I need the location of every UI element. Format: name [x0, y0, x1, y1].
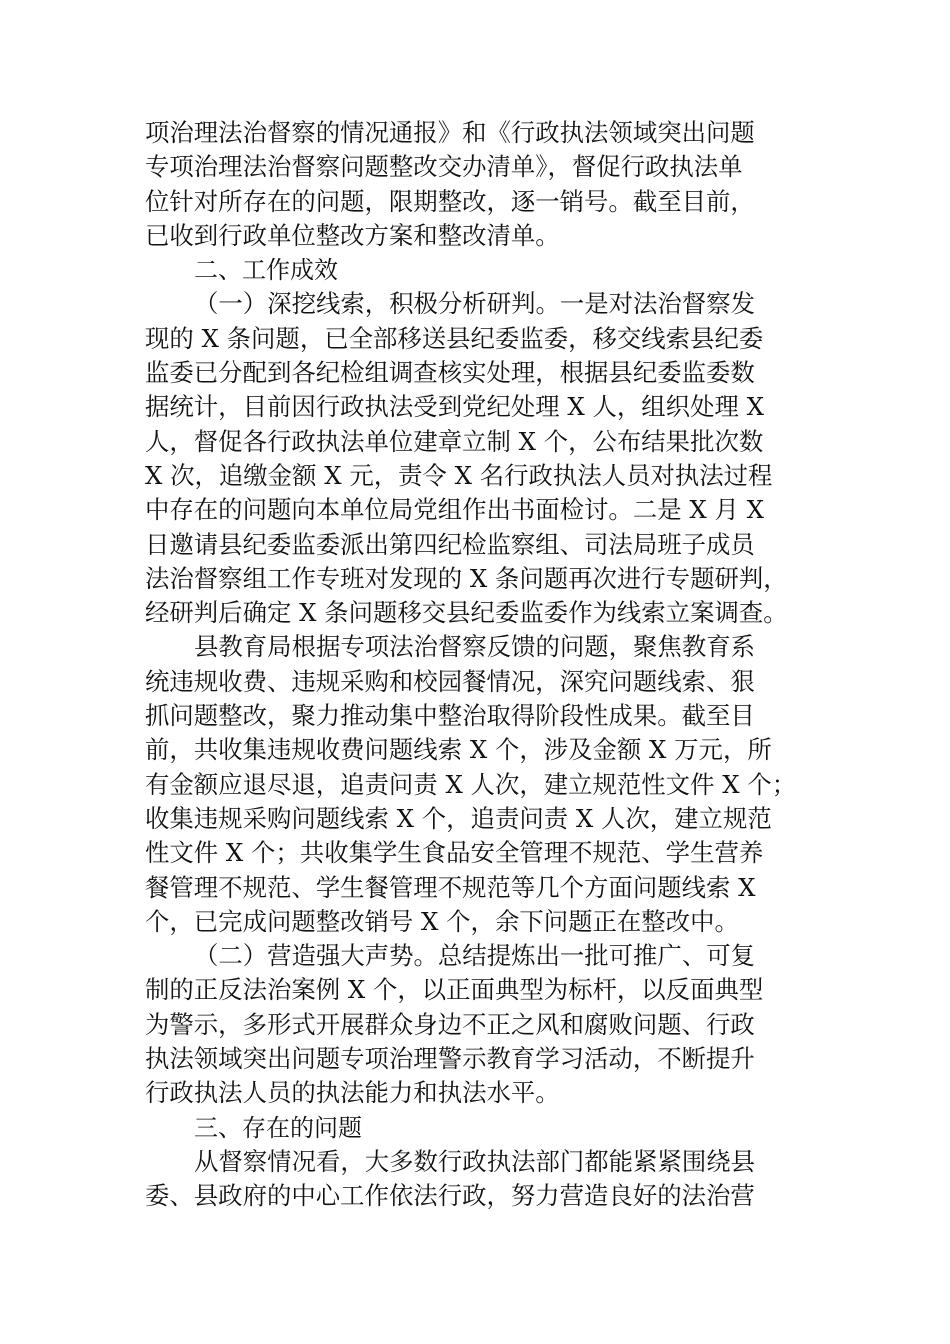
text-line: 法治督察组工作专班对发现的 X 条问题再次进行专题研判， [145, 563, 788, 593]
text-line: 性文件 X 个；共收集学生食品安全管理不规范、学生营养 [145, 838, 764, 868]
text-line: 经研判后确定 X 条问题移交县纪委监委作为线索立案调查。 [145, 598, 788, 628]
section-heading: 二、工作成效 [194, 256, 338, 285]
text-line: 为警示，多形式开展群众身边不正之风和腐败问题、行政 [145, 1009, 755, 1039]
text-line: （二）营造强大声势。总结提炼出一批可推广、可复 [194, 941, 755, 971]
text-line: 从督察情况看，大多数行政执法部门都能紧紧围绕县 [194, 1146, 755, 1176]
text-line: 日邀请县纪委监委派出第四纪检监察组、司法局班子成员 [145, 529, 755, 559]
text-line: 制的正反法治案例 X 个，以正面典型为标杆，以反面典型 [145, 975, 764, 1005]
text-line: 据统计，目前因行政执法受到党纪处理 X 人，组织处理 X [145, 392, 764, 422]
text-line: 人，督促各行政执法单位建章立制 X 个，公布结果批次数 [145, 426, 764, 456]
section-heading: 三、存在的问题 [194, 1113, 362, 1142]
text-line: 行政执法人员的执法能力和执法水平。 [145, 1078, 560, 1108]
text-line: 统违规收费、违规采购和校园餐情况，深究问题线索、狠 [145, 666, 755, 696]
text-line: 现的 X 条问题，已全部移送县纪委监委，移交线索县纪委 [145, 323, 764, 353]
text-line: 个，已完成问题整改销号 X 个，余下问题正在整改中。 [145, 906, 739, 936]
document-body [145, 116, 807, 1214]
text-line: （一）深挖线索，积极分析研判。一是对法治督察发 [194, 289, 755, 319]
text-line: 执法领域突出问题专项治理警示教育学习活动，不断提升 [145, 1044, 755, 1074]
text-line: X 次，追缴金额 X 元，责令 X 名行政执法人员对执法过程 [145, 460, 773, 490]
text-line: 位针对所存在的问题，限期整改，逐一销号。截至目前， [145, 186, 755, 216]
text-line: 前，共收集违规收费问题线索 X 个，涉及金额 X 万元，所 [145, 735, 772, 765]
text-line: 餐管理不规范、学生餐管理不规范等几个方面问题线索 X [145, 872, 756, 902]
text-line: 中存在的问题向本单位局党组作出书面检讨。二是 X 月 X [145, 495, 764, 525]
text-line: 收集违规采购问题线索 X 个，追责问责 X 人次，建立规范 [145, 803, 772, 833]
text-line: 已收到行政单位整改方案和整改清单。 [145, 220, 560, 250]
text-line: 监委已分配到各纪检组调查核实处理，根据县纪委监委数 [145, 358, 755, 388]
text-line: 抓问题整改，聚力推动集中整治取得阶段性成果。截至目 [145, 701, 755, 731]
text-line: 委、县政府的中心工作依法行政，努力营造良好的法治营 [145, 1181, 755, 1211]
text-line: 有金额应退尽退，追责问责 X 人次，建立规范性文件 X 个； [145, 769, 797, 799]
text-line: 项治理法治督察的情况通报》和《行政执法领域突出问题 [145, 118, 755, 147]
text-line: 专项治理法治督察问题整改交办清单》，督促行政执法单 [145, 152, 743, 182]
text-line: 县教育局根据专项法治督察反馈的问题，聚焦教育系 [194, 632, 755, 662]
